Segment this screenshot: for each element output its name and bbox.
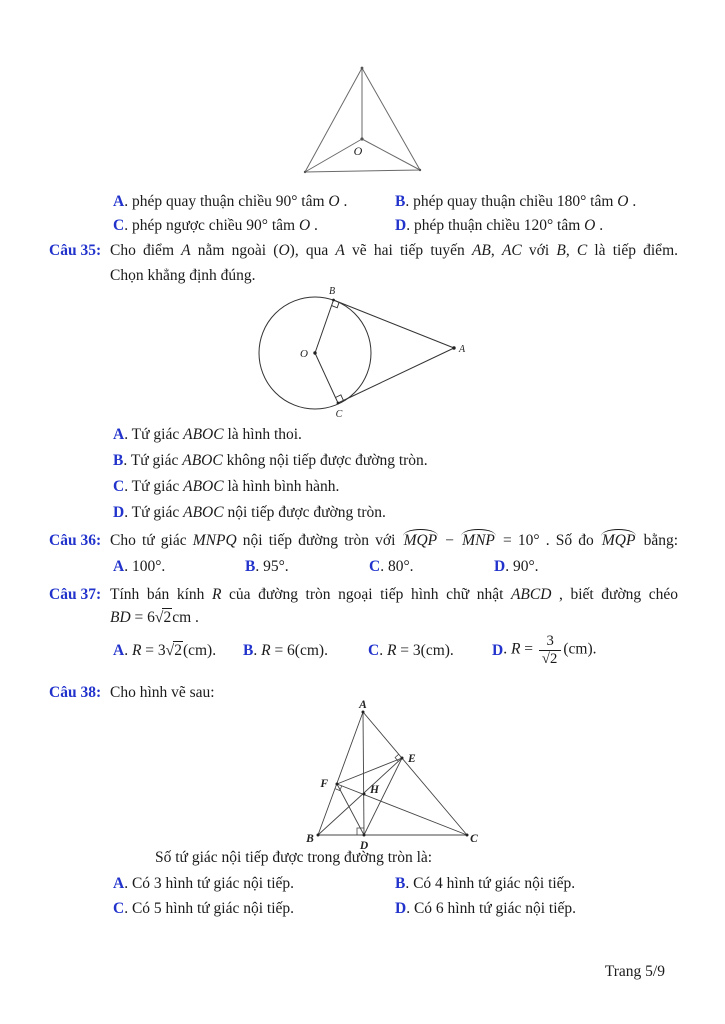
option-letter: A <box>113 875 125 892</box>
q37-stem-line2: BD = 6√2cm . <box>110 609 199 626</box>
label-o: O <box>300 348 308 360</box>
option-letter: B <box>243 642 254 659</box>
option-text: . 95°. <box>255 558 289 575</box>
option-letter: B <box>245 558 256 575</box>
label-b: B <box>328 286 336 297</box>
rotation-triangle-figure <box>280 58 445 183</box>
option-text: . Tứ giác ABOC nội tiếp được đường tròn. <box>124 504 386 521</box>
option-text: . 80°. <box>380 558 414 575</box>
option-letter: A <box>113 426 125 443</box>
option-letter: D <box>492 641 504 659</box>
option-text: . 100°. <box>124 558 166 575</box>
option-text: . phép ngược chiều 90° tâm O . <box>124 217 318 234</box>
q36-option-b <box>245 557 289 576</box>
option-letter: D <box>494 558 506 575</box>
q35-stem-line2: Chọn khẳng định đúng. <box>110 267 256 284</box>
option-letter: C <box>369 558 381 575</box>
q35-option-d <box>113 503 386 522</box>
option-text: . R = 3√2(cm). <box>124 642 217 659</box>
q38-option-c <box>113 899 294 918</box>
option-letter: A <box>113 642 125 659</box>
option-text: . Có 3 hình tứ giác nội tiếp. <box>124 875 295 892</box>
option-letter: C <box>113 217 125 234</box>
altitude-cf <box>337 784 467 835</box>
q37-option-d <box>492 628 597 672</box>
q37-stem: Tính bán kính R của đường tròn ngoại tiếp hình chữ nhật ABCD , biết đường chéo <box>110 586 678 603</box>
option-text: . phép thuận chiều 120° tâm O . <box>406 217 604 234</box>
option-text: . phép quay thuận chiều 180° tâm O . <box>405 193 637 210</box>
q38-subline: Số tứ giác nội tiếp được trong đường tròn là: <box>155 849 433 866</box>
option-text: . Có 6 hình tứ giác nội tiếp. <box>406 900 577 917</box>
q38-option-d <box>395 899 576 918</box>
option-letter: D <box>113 504 125 521</box>
q34-option-a <box>113 192 347 211</box>
q35-option-c <box>113 477 339 496</box>
q34-option-d <box>395 216 603 235</box>
option-text: . 90°. <box>505 558 539 575</box>
q38-stem: Cho hình vẽ sau: <box>110 684 215 701</box>
option-text: . phép quay thuận chiều 90° tâm O . <box>124 193 348 210</box>
option-letter: A <box>113 558 125 575</box>
q35-option-b <box>113 451 428 470</box>
q37-option-a <box>113 641 216 660</box>
point-c <box>337 402 340 405</box>
point-h <box>363 793 366 796</box>
q35-label: Câu 35: <box>49 242 102 259</box>
option-text: . R = 3(cm). <box>379 642 454 659</box>
option-text: . R = $\frac{3}{√2}$ (cm). <box>503 633 597 667</box>
center-point-o <box>360 137 363 140</box>
option-text: . Tứ giác ABOC không nội tiếp được đường tròn. <box>123 452 428 469</box>
triangle-abc <box>318 712 467 835</box>
page-number: Trang 5/9 <box>604 963 665 980</box>
point-o <box>313 351 316 354</box>
q34-option-b <box>395 192 636 211</box>
q37-option-b <box>243 641 328 660</box>
option-letter: B <box>395 193 406 210</box>
option-letter: B <box>113 452 124 469</box>
option-text: . Có 5 hình tứ giác nội tiếp. <box>124 900 295 917</box>
q38-option-a <box>113 874 294 893</box>
option-letter: C <box>368 642 380 659</box>
q34-option-c <box>113 216 318 235</box>
option-letter: D <box>395 217 407 234</box>
option-letter: D <box>395 900 407 917</box>
option-letter: C <box>113 900 125 917</box>
option-letter: A <box>113 193 125 210</box>
label-d: D <box>359 840 369 852</box>
label-f: F <box>320 778 328 790</box>
option-text: . Tứ giác ABOC là hình thoi. <box>124 426 302 443</box>
option-text: . Tứ giác ABOC là hình bình hành. <box>124 478 340 495</box>
q37-option-c <box>368 641 454 660</box>
label-a: A <box>459 344 466 355</box>
q38-label: Câu 38: <box>49 684 102 701</box>
point-a <box>452 346 455 349</box>
q36-option-a <box>113 557 165 576</box>
altitude-be <box>318 758 402 835</box>
q36-option-c <box>369 557 414 576</box>
label-a: A <box>359 699 367 711</box>
option-letter: B <box>395 875 406 892</box>
q37-label: Câu 37: <box>49 586 102 603</box>
point-b <box>332 299 335 302</box>
option-letter: C <box>113 478 125 495</box>
tangent-circle-figure <box>252 285 472 420</box>
q35-option-a <box>113 425 302 444</box>
label-b: B <box>306 833 314 845</box>
label-c: C <box>470 833 478 845</box>
option-text: . R = 6(cm). <box>253 642 328 659</box>
orthocenter-figure <box>298 700 483 855</box>
label-o: O <box>353 144 363 158</box>
q38-option-b <box>395 874 575 893</box>
label-c: C <box>335 409 343 420</box>
label-h: H <box>370 784 379 796</box>
q35-stem: Cho điểm A nằm ngoài (O), qua A vẽ hai tiếp tuyến AB, AC với B, C là tiếp điểm. <box>110 242 678 259</box>
q36-stem: Cho tứ giác MNPQ nội tiếp đường tròn với MQP − MNP = 10° . Số đo MQP bằng: <box>110 532 679 549</box>
q36-option-d <box>494 557 539 576</box>
option-text: . Có 4 hình tứ giác nội tiếp. <box>405 875 576 892</box>
label-e: E <box>408 753 416 765</box>
q36-label: Câu 36: <box>49 532 102 549</box>
